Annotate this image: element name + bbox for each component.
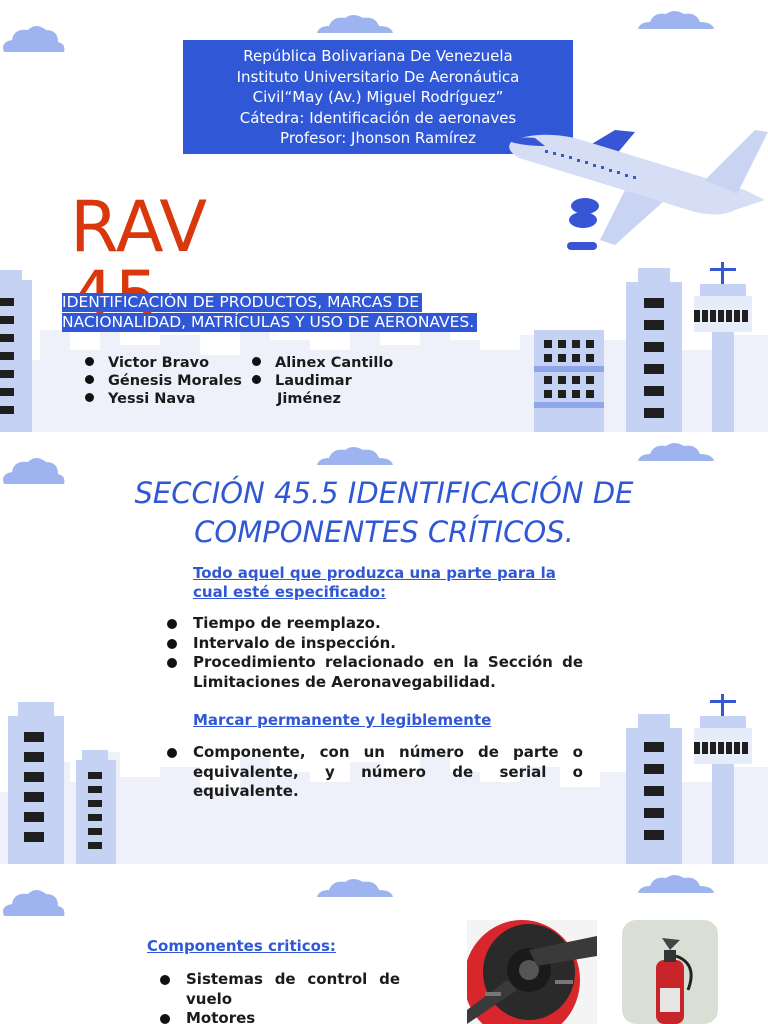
subtitle	[62, 292, 477, 332]
author-name: Laudimar	[275, 373, 352, 389]
list-item	[252, 354, 393, 372]
list-item	[167, 614, 583, 634]
cloud-icon	[636, 440, 716, 462]
section-title-line: SECCIÓN 45.5 IDENTIFICACIÓN DE	[134, 476, 634, 510]
list-item-text: Sistemas de control de vuelo	[186, 970, 400, 1008]
intro-heading	[193, 564, 593, 602]
building-icon	[534, 330, 604, 432]
list-item-text: Motores	[186, 1009, 256, 1024]
marking-list	[167, 743, 583, 802]
author-name: Alinex Cantillo	[275, 355, 394, 371]
list-item	[252, 372, 352, 390]
section-title	[0, 474, 768, 552]
author-name: Jiménez	[277, 391, 341, 407]
cloud-icon	[315, 12, 395, 34]
building-icon	[8, 702, 64, 864]
fire-extinguisher-photo	[622, 920, 718, 1024]
header-line: Profesor: Jhonson Ramírez	[280, 129, 476, 147]
building-icon	[76, 750, 116, 864]
building-icon	[626, 714, 682, 864]
building-icon	[626, 268, 682, 432]
list-item-text: Componente, con un número de parte o equivalente, y número de serial o equivalente.	[193, 743, 583, 800]
header-line: Cátedra: Identificación de aeronaves	[239, 108, 517, 127]
cloud-icon	[0, 22, 66, 54]
cloud-icon	[315, 444, 395, 466]
author-name: Victor Bravo	[108, 355, 210, 371]
list-item	[85, 354, 209, 372]
components-list	[160, 970, 400, 1024]
cloud-icon	[0, 886, 66, 918]
header-line: Civil“May (Av.) Miguel Rodríguez”	[252, 88, 504, 106]
control-tower-icon	[690, 262, 756, 432]
slide-critical-components	[0, 864, 768, 1024]
cloud-icon	[636, 872, 716, 894]
building-icon	[0, 270, 32, 432]
header-line: Instituto Universitario De Aeronáutica	[236, 67, 520, 86]
list-item-text: Tiempo de reemplazo.	[193, 614, 381, 632]
list-item	[160, 1009, 400, 1024]
list-item	[85, 390, 195, 408]
list-item	[167, 653, 583, 692]
author-name: Yessi Nava	[108, 391, 196, 407]
marking-heading: Marcar permanente y legiblemente	[193, 711, 492, 729]
author-name: Génesis Morales	[108, 373, 242, 389]
list-item	[85, 372, 242, 390]
control-tower-icon	[690, 694, 756, 864]
cloud-icon	[636, 8, 716, 30]
slide-cover	[0, 0, 768, 432]
list-item	[167, 743, 583, 802]
section-title-line: COMPONENTES CRÍTICOS.	[194, 515, 574, 549]
header-line: República Bolivariana De Venezuela	[243, 47, 513, 65]
engine-photo	[467, 920, 597, 1024]
subtitle-line: IDENTIFICACIÓN DE PRODUCTOS, MARCAS DE	[62, 293, 422, 312]
list-item-text: Intervalo de inspección.	[193, 633, 396, 652]
list-item-text: Procedimiento relacionado en la Sección de Limitaciones de Aeronavegabilidad.	[193, 653, 583, 691]
rav-title-text: RAV	[70, 186, 208, 268]
intro-line: Todo aquel que produzca una parte para la	[193, 564, 556, 582]
list-item	[277, 390, 341, 408]
airplane-icon	[505, 120, 768, 250]
components-heading: Componentes criticos:	[147, 937, 336, 955]
subtitle-line: NACIONALIDAD, MATRÍCULAS Y USO DE AERONAVES.	[62, 313, 477, 332]
slide-section-45-5	[0, 432, 768, 864]
requirements-list	[167, 614, 583, 692]
intro-line: cual esté especificado:	[193, 583, 386, 601]
list-item	[167, 634, 583, 654]
cloud-icon	[315, 876, 395, 898]
list-item	[160, 970, 400, 1009]
